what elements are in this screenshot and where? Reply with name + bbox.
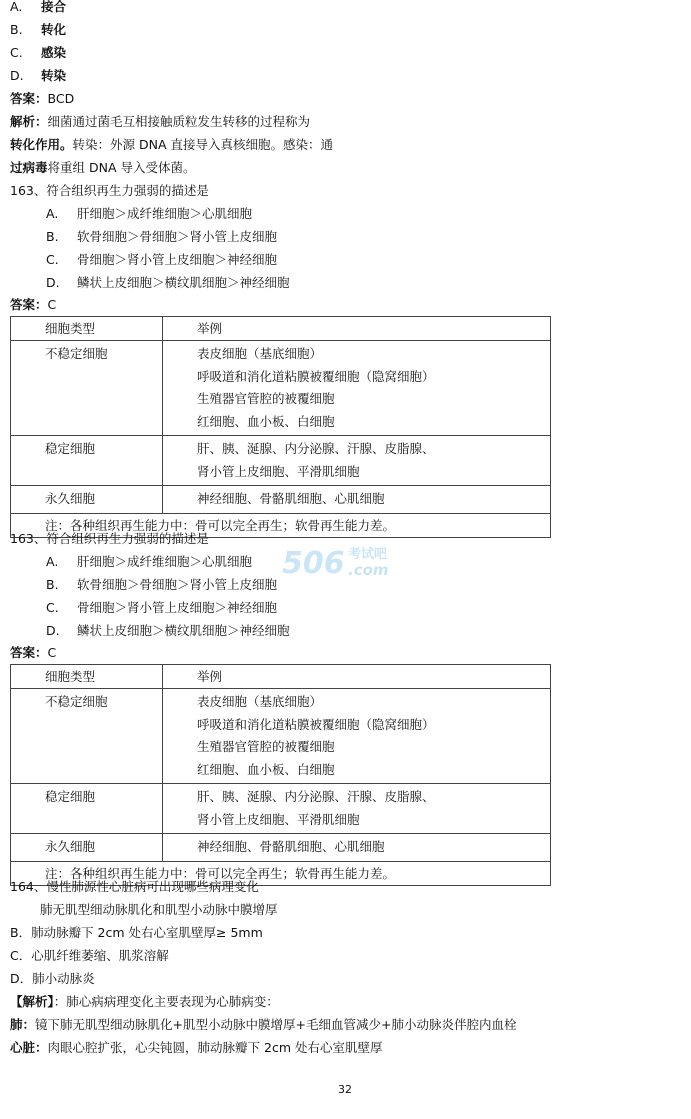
table-cell-type: 稳定细胞 [11,784,163,834]
table-cell-type: 不稳定细胞 [11,341,163,436]
q164-analysis: 【解析】：肺心病病理变化主要表现为心肺病变： [10,994,279,1009]
option-d: D. 转染 [10,68,67,83]
table-cell-type: 稳定细胞 [11,436,163,486]
q163-answer: 答案：C [10,297,57,312]
table-cell-examples: 表皮细胞（基底细胞） 呼吸道和消化道粘膜被覆细胞（隐窝细胞） 生殖器官管腔的被覆细胞 红细胞、血小板、白细胞 [163,341,551,436]
page-number: 32 [338,1083,352,1096]
table-cell-type: 永久细胞 [11,834,163,862]
q162-answer: 答案：BCD [10,91,75,106]
q164-title: 164、慢性肺源性心脏病可出现哪些病理变化 [10,879,259,894]
q164-heart: 心脏：肉眼心腔扩张，心尖钝圆，肺动脉瓣下 2cm 处右心室肌壁厚 [10,1040,383,1055]
table-cell-examples: 神经细胞、骨骼肌细胞、心肌细胞 [163,834,551,862]
table-cell-examples: 肝、胰、涎腺、内分泌腺、汗腺、皮脂腺、 肾小管上皮细胞、平滑肌细胞 [163,784,551,834]
table-header-example: 举例 [163,665,551,689]
watermark-number: 506 [282,546,345,581]
table-header-type: 细胞类型 [11,665,163,689]
q163-title: 163、符合组织再生力强弱的描述是 [10,183,209,198]
table-cell-type: 不稳定细胞 [11,689,163,784]
table-note: 注：各种组织再生能力中：骨可以完全再生；软骨再生能力差。 [11,513,551,537]
table-cell-examples: 神经细胞、骨骼肌细胞、心肌细胞 [163,486,551,514]
q163-title-repeat: 163、符合组织再生力强弱的描述是 [10,531,209,546]
q164-option-c: C．心肌纤维萎缩、肌浆溶解 [10,948,169,963]
q164-option-b: B．肺动脉瓣下 2cm 处右心室肌壁厚≥ 5mm [10,925,263,940]
table-header-type: 细胞类型 [11,317,163,341]
q162-analysis-2: 转化作用。转染：外源 DNA 直接导入真核细胞。感染：通 [10,137,333,152]
q163-answer-repeat: 答案：C [10,645,57,660]
q163-option-a: A. 肝细胞＞成纤维细胞＞心肌细胞 [46,206,253,221]
option-c: C. 感染 [10,45,67,60]
q163-option-b: B. 软骨细胞＞骨细胞＞肾小管上皮细胞 [46,229,278,244]
option-a: A. 接合 [10,0,67,14]
table-cell-examples: 肝、胰、涎腺、内分泌腺、汗腺、皮脂腺、 肾小管上皮细胞、平滑肌细胞 [163,436,551,486]
q162-analysis-3: 过病毒将重组 DNA 导入受体菌。 [10,160,196,175]
regeneration-table-repeat [10,664,551,886]
option-b: B. 转化 [10,22,67,37]
site-watermark-logo [280,541,420,581]
regeneration-table [10,316,551,538]
q163-option-b-repeat: B. 软骨细胞＞骨细胞＞肾小管上皮细胞 [46,577,278,592]
q164-option-a: 肺无肌型细动脉肌化和肌型小动脉中膜增厚 [40,902,278,917]
watermark-cn: 考试吧 [348,547,388,562]
q164-lung: 肺：镜下肺无肌型细动脉肌化+肌型小动脉中膜增厚+毛细血管减少+肺小动脉炎伴腔内血栓 [10,1017,517,1032]
table-cell-examples: 表皮细胞（基底细胞） 呼吸道和消化道粘膜被覆细胞（隐窝细胞） 生殖器官管腔的被覆细胞 红细胞、血小板、白细胞 [163,689,551,784]
table-header-example: 举例 [163,317,551,341]
q163-option-c-repeat: C. 骨细胞＞肾小管上皮细胞＞神经细胞 [46,600,278,615]
q164-option-d: D．肺小动脉炎 [10,971,95,986]
q163-option-d-repeat: D. 鳞状上皮细胞＞横纹肌细胞＞神经细胞 [46,623,290,638]
table-cell-type: 永久细胞 [11,486,163,514]
q163-option-c: C. 骨细胞＞肾小管上皮细胞＞神经细胞 [46,252,278,267]
q163-option-a-repeat: A. 肝细胞＞成纤维细胞＞心肌细胞 [46,554,253,569]
table-note: 注：各种组织再生能力中：骨可以完全再生；软骨再生能力差。 [11,861,551,885]
q163-option-d: D. 鳞状上皮细胞＞横纹肌细胞＞神经细胞 [46,275,290,290]
q162-analysis-1: 解析：细菌通过菌毛互相接触质粒发生转移的过程称为 [10,114,311,129]
watermark-domain: .com [348,561,389,579]
